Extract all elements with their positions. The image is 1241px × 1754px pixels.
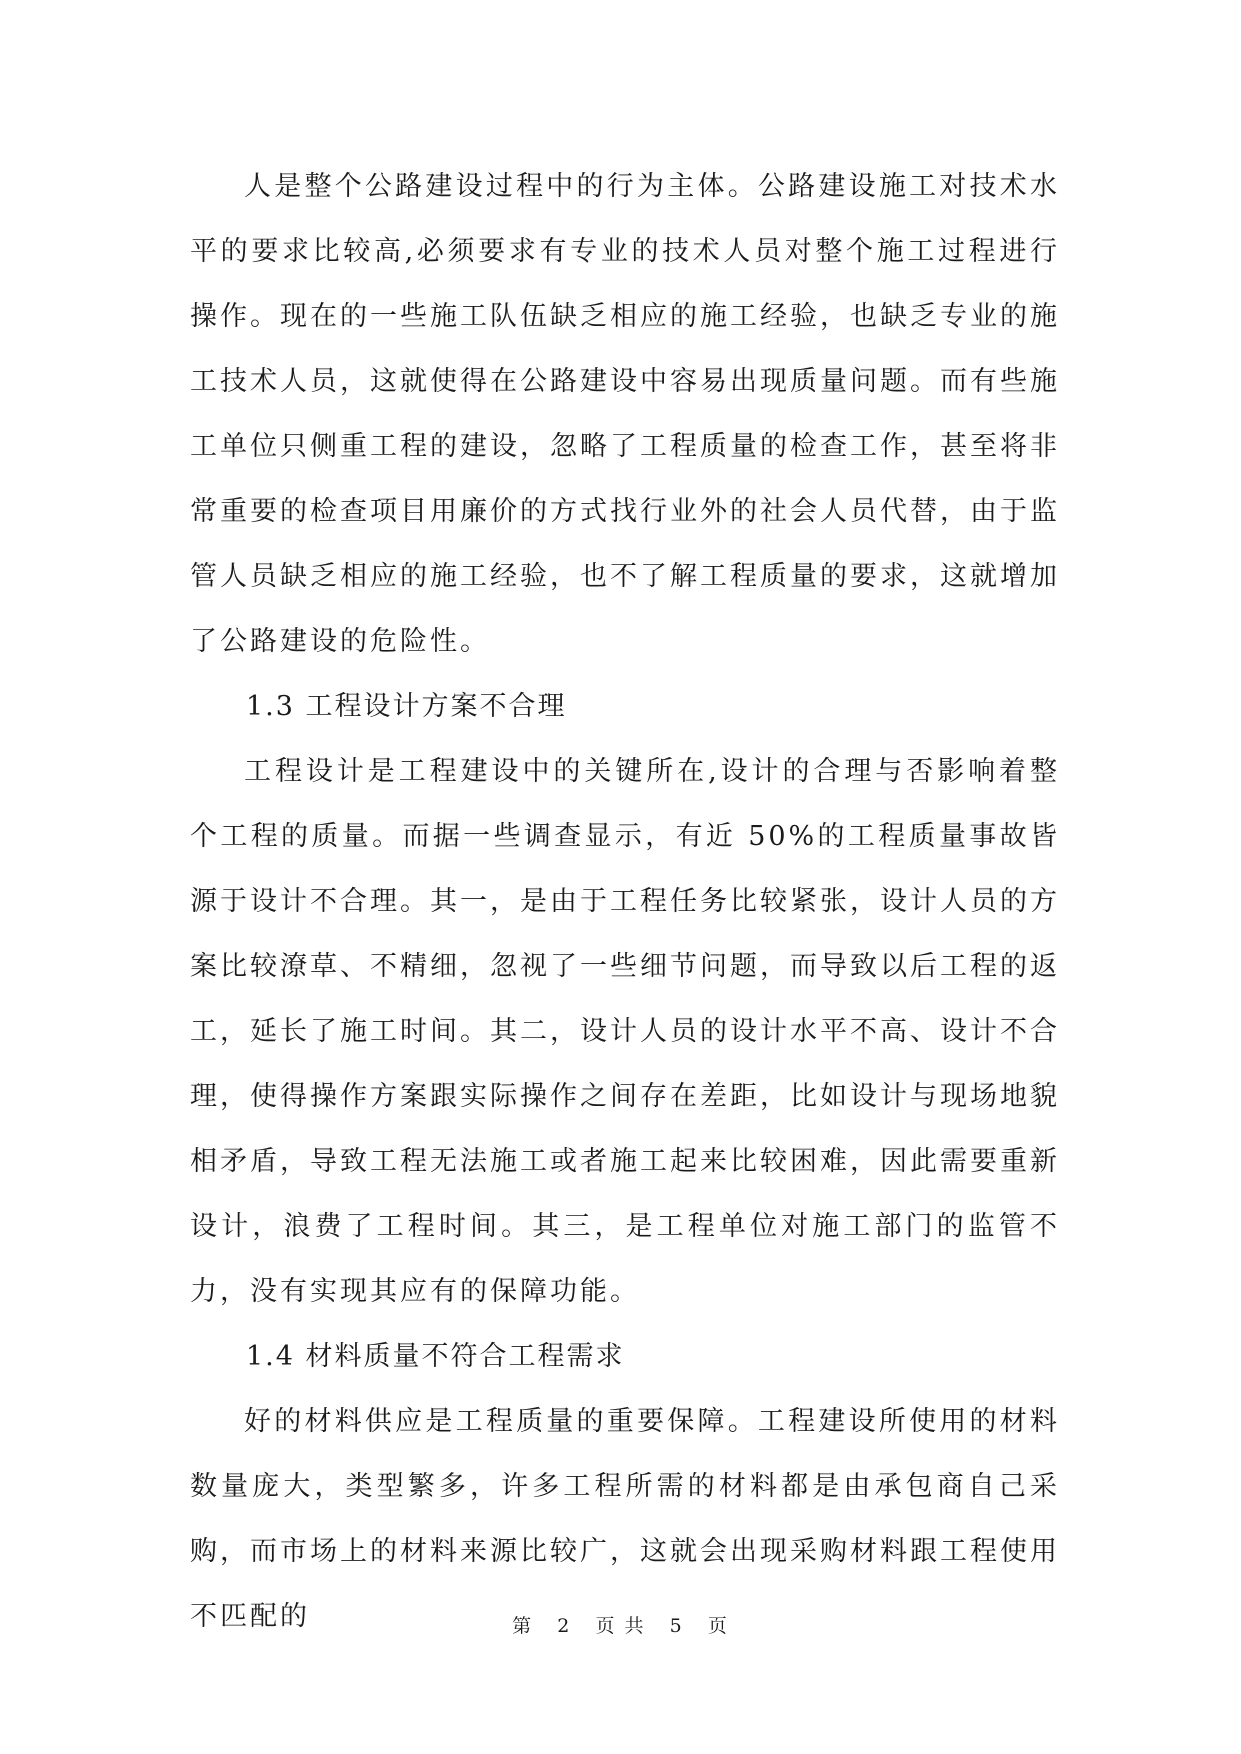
footer-suffix: 页 [707, 1615, 729, 1637]
footer-current-page: 2 [557, 1615, 572, 1637]
paragraph-personnel: 人是整个公路建设过程中的行为主体。公路建设施工对技术水平的要求比较高,必须要求有专业的技术人员对整个施工过程进行操作。现在的一些施工队伍缺乏相应的施工经验，也缺乏专业的施工技术人员，这就使得在公路建设中容易出现质量问题。而有些施工单位只侧重工程的建设，忽略了工程质量的检查工作，甚至将非常重要的检查项目用廉价的方式找行业外的社会人员代替，由于监管人员缺乏相应的施工经验，也不了解工程质量的要求，这就增加了公路建设的危险性。 [190, 171, 1060, 657]
page-footer [0, 1611, 1241, 1638]
paragraph-design: 工程设计是工程建设中的关键所在,设计的合理与否影响着整个工程的质量。而据一些调查显示，有近 50%的工程质量事故皆源于设计不合理。其一，是由于工程任务比较紧张，设计人员的方案比较潦草、不精细，忽视了一些细节问题，而导致以后工程的返工，延长了施工时间。其二，设计人员的设计水平不高、设计不合理，使得操作方案跟实际操作之间存在差距，比如设计与现场地貌相矛盾，导致工程无法施工或者施工起来比较困难，因此需要重新设计，浪费了工程时间。其三，是工程单位对施工部门的监管不力，没有实现其应有的保障功能。 [190, 756, 1060, 1307]
paragraph-materials: 好的材料供应是工程质量的重要保障。工程建设所使用的材料数量庞大，类型繁多，许多工程所需的材料都是由承包商自己采购，而市场上的材料来源比较广，这就会出现采购材料跟工程使用不匹配的 [190, 1406, 1060, 1632]
section-heading-1-4: 1.4 材料质量不符合工程需求 [246, 1341, 625, 1372]
footer-middle: 页 共 [595, 1615, 646, 1637]
footer-prefix: 第 [512, 1615, 534, 1637]
footer-total-pages: 5 [669, 1615, 684, 1637]
document-body [190, 154, 1060, 1649]
section-heading-1-3: 1.3 工程设计方案不合理 [246, 691, 567, 722]
